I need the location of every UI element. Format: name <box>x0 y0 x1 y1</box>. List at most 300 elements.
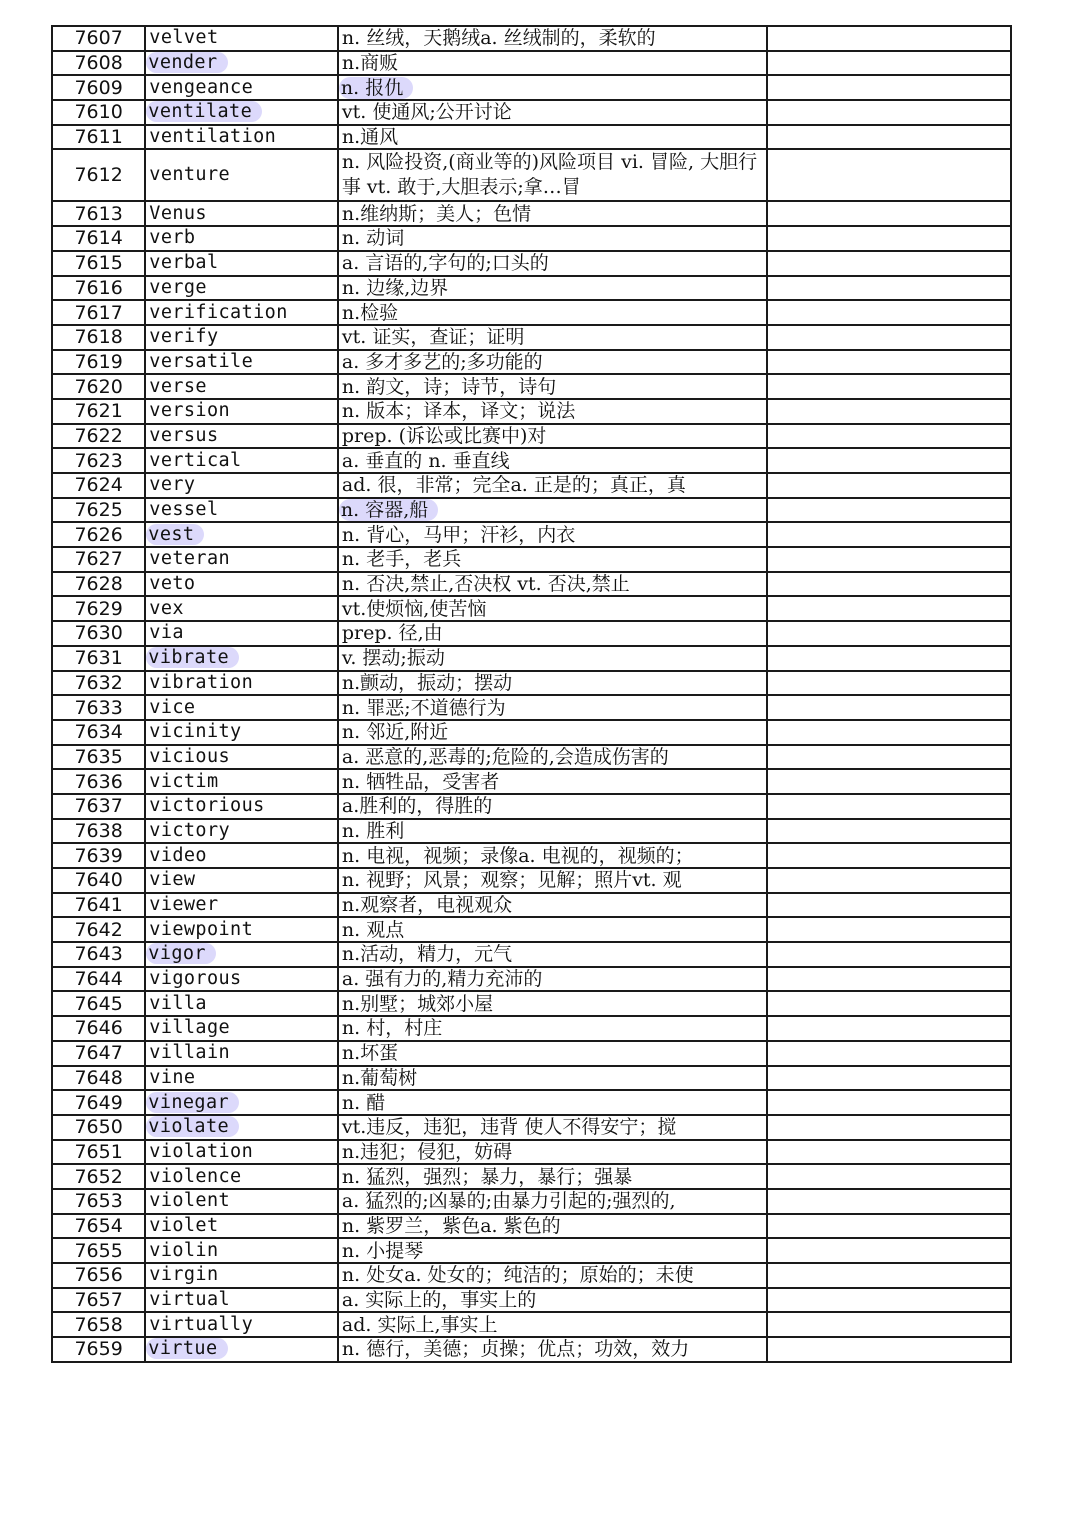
word-text: villain <box>149 1042 231 1064</box>
definition-text: n. 背心，马甲；汗衫，内衣 <box>341 523 576 546</box>
word-cell <box>145 300 338 325</box>
table-row <box>52 1115 1011 1140</box>
word-text: ventilate <box>146 101 262 122</box>
word-cell <box>145 547 338 572</box>
word-cell <box>145 819 338 844</box>
word-text: verification <box>149 301 288 323</box>
row-number: 7631 <box>52 646 145 671</box>
notes-cell <box>767 399 1011 424</box>
definition-text: ad. 实际上,事实上 <box>341 1313 498 1336</box>
notes-cell <box>767 1140 1011 1165</box>
notes-cell <box>767 1263 1011 1288</box>
definition-cell <box>338 819 767 844</box>
notes-cell <box>767 276 1011 301</box>
table-row <box>52 522 1011 547</box>
definition-cell <box>338 1214 767 1239</box>
word-text: ventilation <box>149 126 277 148</box>
definition-text: n. 丝绒，天鹅绒a. 丝绒制的，柔软的 <box>341 27 656 50</box>
word-text: violet <box>149 1214 219 1236</box>
word-cell <box>145 226 338 251</box>
definition-cell <box>338 695 767 720</box>
table-row <box>52 1263 1011 1288</box>
definition-text: a. 垂直的 n. 垂直线 <box>341 449 510 472</box>
word-text: vest <box>146 524 204 545</box>
definition-cell <box>338 893 767 918</box>
definition-cell <box>338 991 767 1016</box>
word-text: violate <box>146 1116 239 1137</box>
definition-cell <box>338 226 767 251</box>
notes-cell <box>767 1337 1011 1362</box>
word-cell <box>145 1263 338 1288</box>
word-text: viewer <box>149 894 219 916</box>
word-cell <box>145 276 338 301</box>
definition-cell <box>338 424 767 449</box>
notes-cell <box>767 769 1011 794</box>
word-text: vinegar <box>146 1092 239 1113</box>
notes-cell <box>767 621 1011 646</box>
definition-text: n.观察者，电视观众 <box>341 894 513 917</box>
word-text: vibration <box>149 671 254 693</box>
notes-cell <box>767 251 1011 276</box>
row-number: 7611 <box>52 125 145 150</box>
row-number: 7649 <box>52 1090 145 1115</box>
notes-cell <box>767 646 1011 671</box>
table-row <box>52 276 1011 301</box>
notes-cell <box>767 448 1011 473</box>
word-text: violin <box>149 1239 219 1261</box>
notes-cell <box>767 1214 1011 1239</box>
definition-cell <box>338 1288 767 1313</box>
row-number: 7643 <box>52 942 145 967</box>
word-cell <box>145 473 338 498</box>
definition-cell <box>338 794 767 819</box>
notes-cell <box>767 596 1011 621</box>
word-cell <box>145 794 338 819</box>
word-cell <box>145 695 338 720</box>
definition-cell <box>338 745 767 770</box>
word-cell <box>145 1140 338 1165</box>
word-cell <box>145 51 338 76</box>
row-number: 7636 <box>52 769 145 794</box>
definition-text: n. 风险投资,(商业等的)风险项目 vi. 冒险, 大胆行事 vt. 敢于,大胆表示;拿…冒 <box>341 151 758 199</box>
definition-cell <box>338 399 767 424</box>
notes-cell <box>767 1016 1011 1041</box>
definition-cell <box>338 1016 767 1041</box>
notes-cell <box>767 1164 1011 1189</box>
definition-text: n. 电视，视频；录像a. 电视的，视频的； <box>341 844 694 867</box>
definition-cell <box>338 498 767 523</box>
definition-cell <box>338 671 767 696</box>
word-cell <box>145 745 338 770</box>
definition-text: a. 实际上的，事实上的 <box>341 1289 537 1312</box>
word-text: vibrate <box>146 647 239 668</box>
word-text: victorious <box>149 795 265 817</box>
notes-cell <box>767 75 1011 100</box>
word-text: verb <box>149 227 196 249</box>
definition-text: n. 紫罗兰，紫色a. 紫色的 <box>341 1214 561 1237</box>
word-cell <box>145 1164 338 1189</box>
word-text: vex <box>149 597 184 619</box>
table-row <box>52 100 1011 125</box>
table-row <box>52 226 1011 251</box>
table-row <box>52 473 1011 498</box>
definition-text: n.颤动，振动；摆动 <box>341 671 513 694</box>
table-row <box>52 1140 1011 1165</box>
row-number: 7607 <box>52 26 145 51</box>
word-cell <box>145 1066 338 1091</box>
definition-text: n. 动词 <box>341 227 405 250</box>
word-text: via <box>149 622 184 644</box>
notes-cell <box>767 917 1011 942</box>
row-number: 7647 <box>52 1041 145 1066</box>
definition-text: n. 老手，老兵 <box>341 548 462 571</box>
notes-cell <box>767 51 1011 76</box>
definition-text: n.别墅；城郊小屋 <box>341 992 494 1015</box>
table-row <box>52 1288 1011 1313</box>
row-number: 7616 <box>52 276 145 301</box>
table-row <box>52 1016 1011 1041</box>
table-row <box>52 1090 1011 1115</box>
word-text: virtual <box>149 1289 231 1311</box>
word-cell <box>145 498 338 523</box>
word-cell <box>145 942 338 967</box>
row-number: 7637 <box>52 794 145 819</box>
table-row <box>52 1238 1011 1263</box>
word-cell <box>145 1312 338 1337</box>
row-number: 7654 <box>52 1214 145 1239</box>
definition-cell <box>338 350 767 375</box>
table-row <box>52 51 1011 76</box>
definition-cell <box>338 1066 767 1091</box>
table-row <box>52 1164 1011 1189</box>
table-row <box>52 1066 1011 1091</box>
table-row <box>52 621 1011 646</box>
table-row <box>52 201 1011 226</box>
table-row <box>52 1041 1011 1066</box>
word-cell <box>145 1288 338 1313</box>
definition-text: a.胜利的，得胜的 <box>341 795 493 818</box>
definition-cell <box>338 1140 767 1165</box>
table-row <box>52 1189 1011 1214</box>
vocabulary-sheet <box>51 25 1012 1363</box>
row-number: 7617 <box>52 300 145 325</box>
definition-text: n. 容器,船 <box>339 499 438 521</box>
row-number: 7624 <box>52 473 145 498</box>
word-text: viewpoint <box>149 918 254 940</box>
word-cell <box>145 1238 338 1263</box>
word-text: versus <box>149 424 219 446</box>
word-text: verse <box>149 375 207 397</box>
row-number: 7627 <box>52 547 145 572</box>
word-text: victim <box>149 770 219 792</box>
notes-cell <box>767 26 1011 51</box>
word-text: venture <box>149 164 231 186</box>
word-text: version <box>149 400 231 422</box>
row-number: 7650 <box>52 1115 145 1140</box>
word-text: velvet <box>149 27 219 49</box>
definition-text: a. 言语的,字句的;口头的 <box>341 252 549 275</box>
definition-text: vt. 使通风;公开讨论 <box>341 101 512 124</box>
row-number: 7657 <box>52 1288 145 1313</box>
definition-cell <box>338 843 767 868</box>
definition-cell <box>338 325 767 350</box>
definition-text: a. 恶意的,恶毒的;危险的,会造成伤害的 <box>341 745 669 768</box>
definition-text: n. 否决,禁止,否决权 vt. 否决,禁止 <box>341 573 630 596</box>
notes-cell <box>767 1041 1011 1066</box>
definition-cell <box>338 374 767 399</box>
row-number: 7626 <box>52 522 145 547</box>
row-number: 7608 <box>52 51 145 76</box>
word-cell <box>145 75 338 100</box>
word-cell <box>145 868 338 893</box>
word-cell <box>145 671 338 696</box>
table-row <box>52 596 1011 621</box>
table-row <box>52 75 1011 100</box>
notes-cell <box>767 819 1011 844</box>
word-cell <box>145 1016 338 1041</box>
row-number: 7658 <box>52 1312 145 1337</box>
row-number: 7646 <box>52 1016 145 1041</box>
definition-text: n. 德行，美德；贞操；优点；功效，效力 <box>341 1338 690 1361</box>
word-cell <box>145 843 338 868</box>
notes-cell <box>767 1288 1011 1313</box>
word-text: very <box>149 474 196 496</box>
table-row <box>52 671 1011 696</box>
table-row <box>52 942 1011 967</box>
definition-cell <box>338 1115 767 1140</box>
notes-cell <box>767 226 1011 251</box>
row-number: 7633 <box>52 695 145 720</box>
word-text: vine <box>149 1066 196 1088</box>
notes-cell <box>767 794 1011 819</box>
row-number: 7639 <box>52 843 145 868</box>
row-number: 7615 <box>52 251 145 276</box>
word-text: virgin <box>149 1264 219 1286</box>
word-cell <box>145 350 338 375</box>
notes-cell <box>767 201 1011 226</box>
notes-cell <box>767 843 1011 868</box>
definition-cell <box>338 942 767 967</box>
word-text: village <box>149 1017 231 1039</box>
row-number: 7638 <box>52 819 145 844</box>
definition-text: n. 韵文，诗；诗节，诗句 <box>341 375 557 398</box>
definition-text: n. 胜利 <box>341 819 405 842</box>
row-number: 7641 <box>52 893 145 918</box>
word-cell <box>145 1090 338 1115</box>
definition-text: vt.违反，违犯，违背 使人不得安宁；搅 <box>341 1116 677 1139</box>
table-row <box>52 967 1011 992</box>
row-number: 7614 <box>52 226 145 251</box>
table-row <box>52 300 1011 325</box>
definition-text: n. 牺牲品，受害者 <box>341 770 500 793</box>
word-cell <box>145 1189 338 1214</box>
row-number: 7632 <box>52 671 145 696</box>
notes-cell <box>767 671 1011 696</box>
definition-cell <box>338 1090 767 1115</box>
word-text: vengeance <box>149 76 254 98</box>
word-text: vicious <box>149 745 231 767</box>
definition-cell <box>338 1041 767 1066</box>
table-row <box>52 893 1011 918</box>
notes-cell <box>767 547 1011 572</box>
definition-cell <box>338 276 767 301</box>
definition-cell <box>338 769 767 794</box>
definition-text: v. 摆动;振动 <box>341 647 445 670</box>
word-cell <box>145 522 338 547</box>
word-cell <box>145 448 338 473</box>
definition-cell <box>338 26 767 51</box>
definition-cell <box>338 201 767 226</box>
definition-cell <box>338 547 767 572</box>
table-row <box>52 399 1011 424</box>
row-number: 7613 <box>52 201 145 226</box>
notes-cell <box>767 991 1011 1016</box>
definition-text: n. 视野；风景；观察；见解；照片vt. 观 <box>341 869 682 892</box>
row-number: 7648 <box>52 1066 145 1091</box>
row-number: 7640 <box>52 868 145 893</box>
row-number: 7625 <box>52 498 145 523</box>
table-row <box>52 325 1011 350</box>
table-row <box>52 125 1011 150</box>
row-number: 7629 <box>52 596 145 621</box>
word-cell <box>145 1115 338 1140</box>
word-cell <box>145 572 338 597</box>
word-cell <box>145 26 338 51</box>
definition-cell <box>338 1312 767 1337</box>
word-cell <box>145 100 338 125</box>
row-number: 7619 <box>52 350 145 375</box>
table-row <box>52 498 1011 523</box>
notes-cell <box>767 1312 1011 1337</box>
definition-text: n. 版本；译本，译文；说法 <box>341 400 576 423</box>
definition-text: n. 罪恶;不道德行为 <box>341 696 506 719</box>
table-row <box>52 572 1011 597</box>
word-cell <box>145 720 338 745</box>
row-number: 7623 <box>52 448 145 473</box>
word-cell <box>145 1337 338 1362</box>
row-number: 7651 <box>52 1140 145 1165</box>
definition-text: n.活动，精力，元气 <box>341 943 513 966</box>
word-text: veteran <box>149 548 231 570</box>
word-text: verge <box>149 276 207 298</box>
notes-cell <box>767 350 1011 375</box>
definition-cell <box>338 1164 767 1189</box>
word-cell <box>145 1041 338 1066</box>
definition-cell <box>338 473 767 498</box>
row-number: 7653 <box>52 1189 145 1214</box>
row-number: 7652 <box>52 1164 145 1189</box>
notes-cell <box>767 300 1011 325</box>
notes-cell <box>767 1090 1011 1115</box>
definition-cell <box>338 522 767 547</box>
word-text: vessel <box>149 499 219 521</box>
table-row <box>52 769 1011 794</box>
row-number: 7628 <box>52 572 145 597</box>
table-row <box>52 794 1011 819</box>
definition-text: ad. 很，非常；完全a. 正是的；真正，真 <box>341 474 686 497</box>
word-text: verbal <box>149 252 219 274</box>
word-text: violence <box>149 1165 242 1187</box>
definition-text: n.葡萄树 <box>341 1066 418 1089</box>
row-number: 7656 <box>52 1263 145 1288</box>
word-text: victory <box>149 819 231 841</box>
word-cell <box>145 646 338 671</box>
row-number: 7655 <box>52 1238 145 1263</box>
definition-text: n.商贩 <box>341 52 399 75</box>
definition-cell <box>338 596 767 621</box>
table-row <box>52 695 1011 720</box>
definition-text: n. 观点 <box>341 918 405 941</box>
table-body <box>52 26 1011 1362</box>
word-cell <box>145 967 338 992</box>
word-text: villa <box>149 992 207 1014</box>
notes-cell <box>767 125 1011 150</box>
word-cell <box>145 893 338 918</box>
table-row <box>52 1214 1011 1239</box>
table-row <box>52 374 1011 399</box>
definition-text: a. 多才多艺的;多功能的 <box>341 350 543 373</box>
definition-text: a. 强有力的,精力充沛的 <box>341 968 543 991</box>
definition-text: a. 猛烈的;凶暴的;由暴力引起的;强烈的, <box>341 1190 676 1213</box>
definition-text: prep. (诉讼或比赛中)对 <box>341 424 547 447</box>
word-text: vigorous <box>149 968 242 990</box>
word-text: verify <box>149 326 219 348</box>
word-text: vigor <box>146 943 216 964</box>
definition-text: vt. 证实，查证；证明 <box>341 326 525 349</box>
word-cell <box>145 1214 338 1239</box>
table-row <box>52 720 1011 745</box>
definition-text: n. 村，村庄 <box>341 1017 443 1040</box>
definition-text: n. 醋 <box>341 1091 386 1114</box>
notes-cell <box>767 572 1011 597</box>
word-cell <box>145 621 338 646</box>
table-row <box>52 646 1011 671</box>
row-number: 7622 <box>52 424 145 449</box>
definition-text: n. 小提琴 <box>341 1239 424 1262</box>
definition-cell <box>338 51 767 76</box>
definition-text: n. 邻近,附近 <box>341 721 449 744</box>
word-cell <box>145 596 338 621</box>
table-row <box>52 424 1011 449</box>
notes-cell <box>767 1066 1011 1091</box>
notes-cell <box>767 522 1011 547</box>
notes-cell <box>767 893 1011 918</box>
definition-text: n.维纳斯；美人；色情 <box>341 202 532 225</box>
definition-text: prep. 径,由 <box>341 622 443 645</box>
word-cell <box>145 769 338 794</box>
table-row <box>52 745 1011 770</box>
row-number: 7642 <box>52 917 145 942</box>
word-text: video <box>149 844 207 866</box>
table-row <box>52 547 1011 572</box>
notes-cell <box>767 967 1011 992</box>
notes-cell <box>767 695 1011 720</box>
notes-cell <box>767 149 1011 201</box>
row-number: 7610 <box>52 100 145 125</box>
table-row <box>52 843 1011 868</box>
definition-cell <box>338 1189 767 1214</box>
definition-text: vt.使烦恼,使苦恼 <box>341 597 487 620</box>
definition-text: n. 处女a. 处女的；纯洁的；原始的；未使 <box>341 1264 694 1287</box>
row-number: 7635 <box>52 745 145 770</box>
row-number: 7612 <box>52 149 145 201</box>
table-row <box>52 251 1011 276</box>
notes-cell <box>767 868 1011 893</box>
definition-cell <box>338 125 767 150</box>
definition-cell <box>338 646 767 671</box>
definition-text: n.通风 <box>341 126 399 149</box>
word-text: virtue <box>146 1338 227 1359</box>
